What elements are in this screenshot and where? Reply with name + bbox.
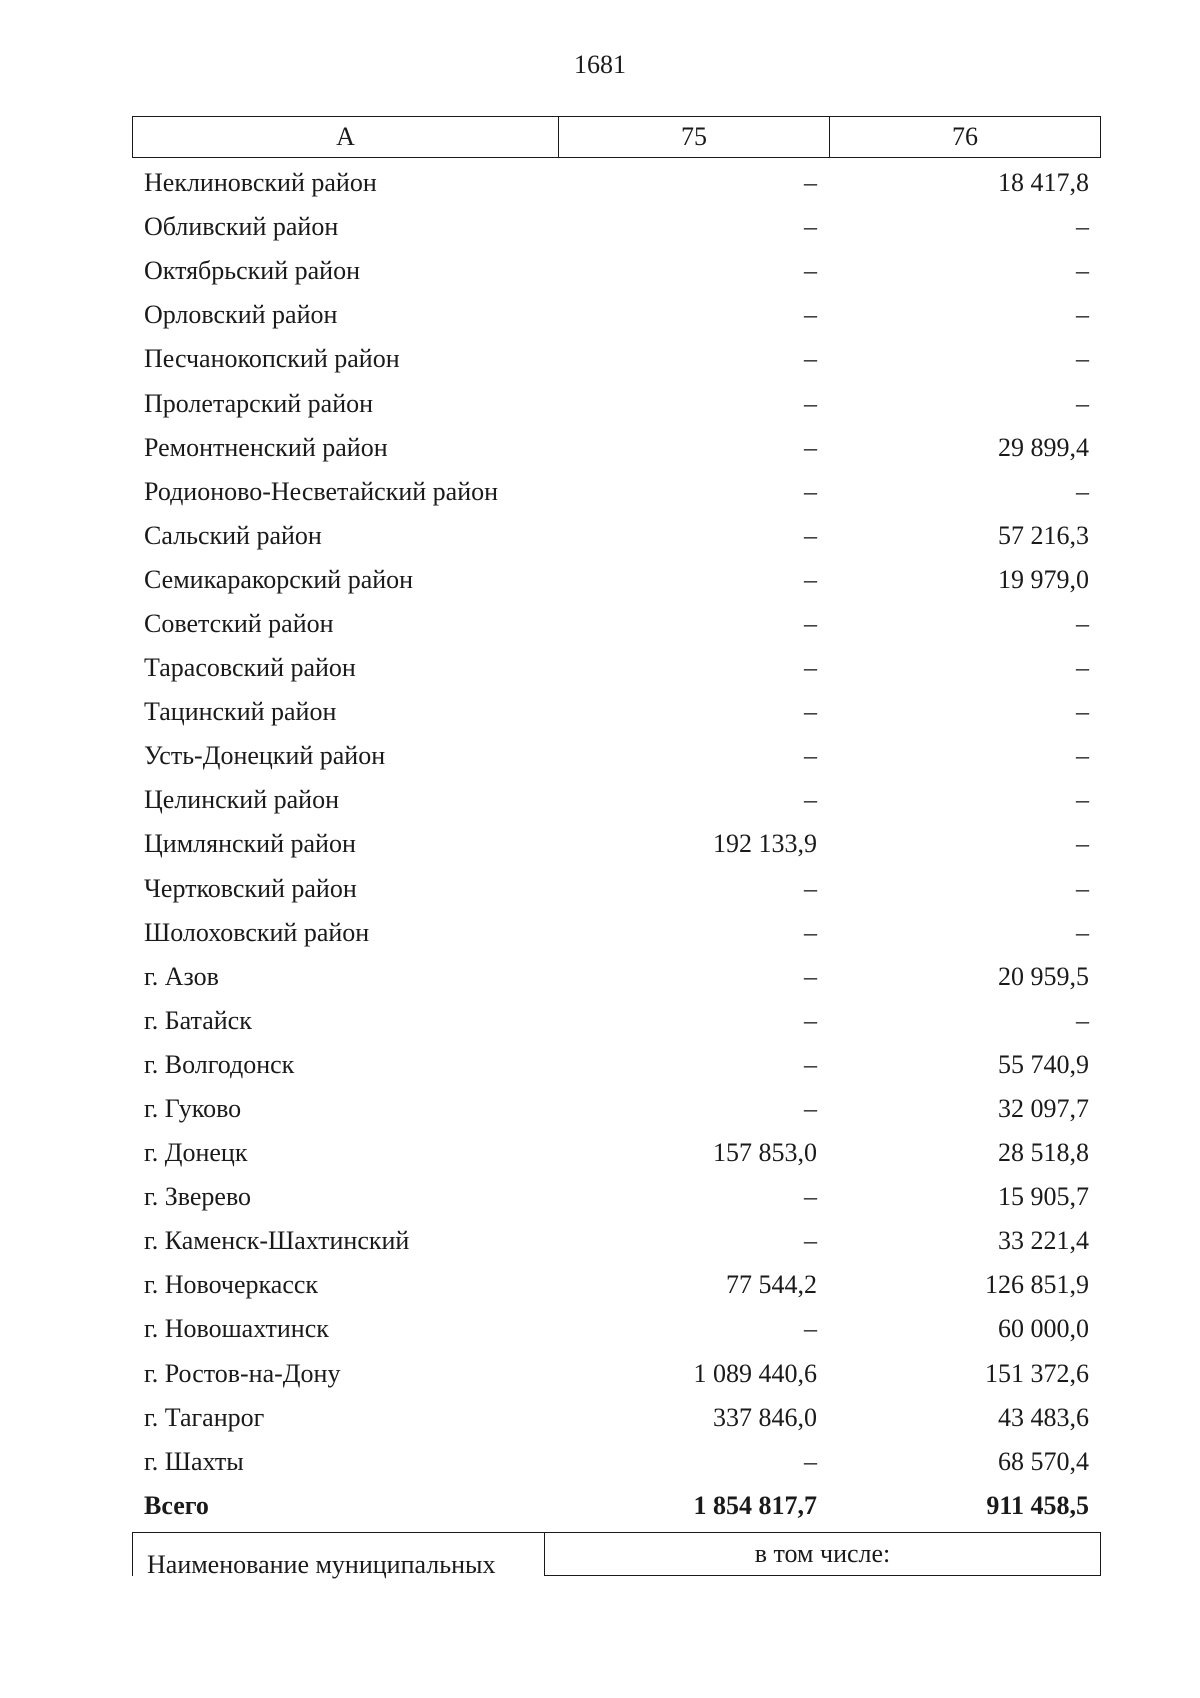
table-row [132,1131,1101,1175]
row-name: г. Батайск [144,1005,252,1035]
table-row [132,867,1101,911]
table-row [132,999,1101,1043]
row-value-75: – [804,168,817,198]
table-row [132,1043,1101,1087]
row-value-76: 15 905,7 [998,1182,1089,1212]
row-value-76: – [1076,212,1089,242]
table-row [132,205,1101,249]
next-table-header [132,1532,1101,1579]
row-name: Октябрьский район [144,256,360,286]
row-value-76: – [1076,344,1089,374]
row-value-75: – [804,697,817,727]
table-row [132,1352,1101,1396]
row-name: Цимлянский район [144,829,356,859]
row-value-75: – [804,344,817,374]
row-value-76: – [1076,300,1089,330]
total-row [132,1484,1101,1528]
row-value-76: – [1076,829,1089,859]
header-col-a: А [133,117,559,157]
row-value-75: 77 544,2 [726,1270,817,1300]
row-value-76: – [1076,741,1089,771]
row-name: Пролетарский район [144,388,374,418]
row-value-75: – [804,564,817,594]
row-value-76: – [1076,873,1089,903]
row-name: Семикаракорский район [144,564,414,594]
row-name: г. Донецк [144,1138,248,1168]
row-name: Усть-Донецкий район [144,741,386,771]
table-row [132,955,1101,999]
row-value-75: – [804,785,817,815]
row-value-76: 32 097,7 [998,1094,1089,1124]
row-value-75: 1 089 440,6 [693,1358,817,1388]
table-row [132,514,1101,558]
row-value-76: 55 740,9 [998,1049,1089,1079]
table-row [132,646,1101,690]
row-name: г. Каменск-Шахтинский [144,1226,410,1256]
table-row [132,822,1101,866]
table-row [132,1440,1101,1484]
page-number: 1681 [574,50,626,79]
row-value-76: – [1076,1005,1089,1035]
table-row [132,337,1101,381]
table-row [132,778,1101,822]
row-value-75: – [804,476,817,506]
row-value-75: – [804,520,817,550]
row-value-75: – [804,1314,817,1344]
row-value-75: – [804,1094,817,1124]
row-value-75: 1 854 817,7 [693,1490,817,1520]
table-body [132,161,1101,1528]
row-value-76: 43 483,6 [998,1402,1089,1432]
row-value-75: – [804,873,817,903]
table-row [132,911,1101,955]
row-name: г. Волгодонск [144,1049,295,1079]
header-col-75: 75 [559,117,830,157]
row-value-76: – [1076,785,1089,815]
row-name: г. Азов [144,961,219,991]
row-value-76: 33 221,4 [998,1226,1089,1256]
row-value-76: 911 458,5 [986,1490,1089,1520]
municipal-name-header: Наименование муниципальных [133,1533,545,1576]
table-row [132,1219,1101,1263]
row-value-76: 126 851,9 [985,1270,1089,1300]
row-value-76: – [1076,697,1089,727]
table-row [132,1396,1101,1440]
row-value-75: – [804,1446,817,1476]
row-value-75: – [804,1182,817,1212]
row-name: Неклиновский район [144,168,377,198]
row-value-76: – [1076,608,1089,638]
row-name: г. Зверево [144,1182,252,1212]
row-name: Песчанокопский район [144,344,400,374]
row-name: г. Шахты [144,1446,244,1476]
row-value-76: – [1076,388,1089,418]
row-name: Чертковский район [144,873,357,903]
row-value-75: 157 853,0 [713,1138,817,1168]
row-value-75: – [804,741,817,771]
row-value-76: 20 959,5 [998,961,1089,991]
row-name: Обливский район [144,212,339,242]
table-header [132,116,1101,158]
table-row [132,558,1101,602]
row-name: Советский район [144,608,334,638]
row-value-76: 18 417,8 [998,168,1089,198]
row-value-75: – [804,653,817,683]
row-name: Сальский район [144,520,322,550]
table-row [132,1307,1101,1351]
row-name: Тарасовский район [144,653,356,683]
table-row [132,470,1101,514]
row-name: г. Новошахтинск [144,1314,329,1344]
row-value-75: – [804,1005,817,1035]
table-row [132,1087,1101,1131]
table-row [132,602,1101,646]
row-value-75: – [804,917,817,947]
table-row [132,293,1101,337]
table-row [132,161,1101,205]
row-value-76: 29 899,4 [998,432,1089,462]
row-value-76: 28 518,8 [998,1138,1089,1168]
row-value-75: – [804,1049,817,1079]
table-row [132,1263,1101,1307]
row-value-76: 57 216,3 [998,520,1089,550]
table-row [132,1175,1101,1219]
row-value-75: – [804,961,817,991]
row-name: г. Таганрог [144,1402,265,1432]
row-value-75: – [804,256,817,286]
row-value-75: 337 846,0 [713,1402,817,1432]
row-value-76: – [1076,917,1089,947]
table-row [132,381,1101,425]
row-name: Шолоховский район [144,917,370,947]
row-value-76: 19 979,0 [998,564,1089,594]
row-value-76: 151 372,6 [985,1358,1089,1388]
row-name: Орловский район [144,300,338,330]
row-value-76: – [1076,476,1089,506]
header-col-76: 76 [952,122,978,151]
including-header: в том числе: [545,1533,1100,1576]
table-row [132,690,1101,734]
row-value-75: – [804,300,817,330]
row-value-75: 192 133,9 [713,829,817,859]
table-row [132,734,1101,778]
row-name: Целинский район [144,785,339,815]
row-value-75: – [804,432,817,462]
row-name: Ремонтненский район [144,432,388,462]
row-value-76: – [1076,653,1089,683]
row-name: Всего [144,1490,209,1520]
row-value-76: – [1076,256,1089,286]
row-value-75: – [804,1226,817,1256]
row-value-76: 68 570,4 [998,1446,1089,1476]
row-name: Родионово-Несветайский район [144,476,499,506]
row-value-76: 60 000,0 [998,1314,1089,1344]
row-name: Тацинский район [144,697,337,727]
row-value-75: – [804,608,817,638]
row-name: г. Новочеркасск [144,1270,319,1300]
row-value-75: – [804,212,817,242]
row-name: г. Ростов-на-Дону [144,1358,341,1388]
table-row [132,249,1101,293]
table-row [132,426,1101,470]
row-name: г. Гуково [144,1094,242,1124]
row-value-75: – [804,388,817,418]
